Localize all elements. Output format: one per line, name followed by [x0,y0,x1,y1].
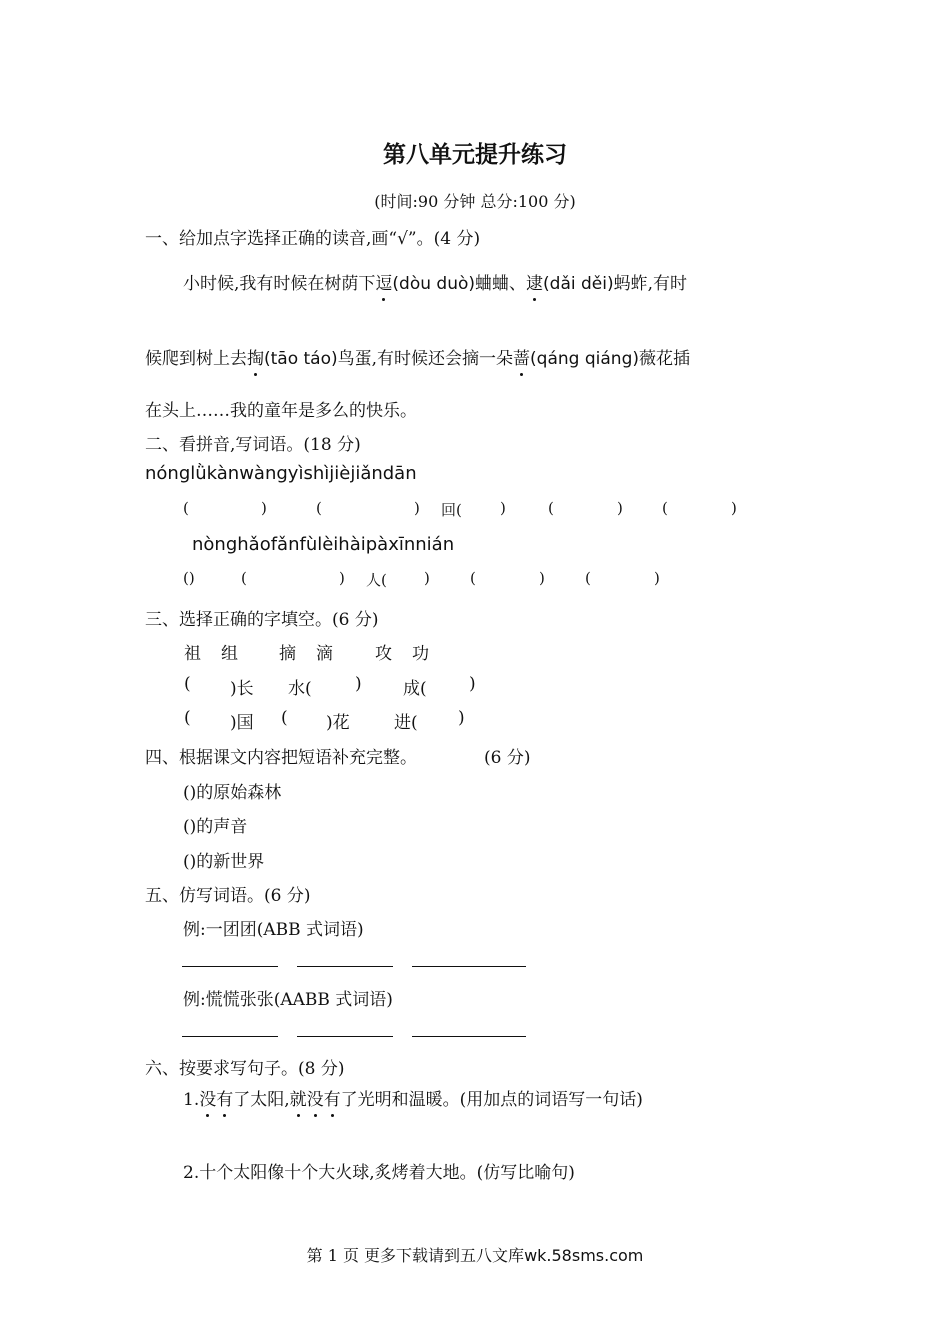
q6-s1-text1: 了太阳, [233,1090,290,1110]
q1-line1-text1: 小时候,我有时候在树荫下 [183,274,376,294]
q3-row1-p2: 水( [288,679,312,699]
answer-blank[interactable] [297,1036,393,1037]
q5-example2: 例:慌慌张张(AABB 式词语) [183,990,393,1010]
dotted-char: 有 [216,1085,233,1110]
q6-s1-num: 1. [183,1090,200,1110]
q2-row2-p7: ( [585,569,591,587]
footer-site-link[interactable]: wk.58sms.com [524,1246,644,1265]
q2-pinyin2: nònghǎofǎnfùlèihàipàxīnnián [192,534,455,555]
q1-line1 [183,269,687,294]
q3-heading: 三、选择正确的字填空。(6 分) [145,610,379,630]
q2-row1-p5: ) [500,499,506,517]
pinyin-choice: (dòu duò) [392,274,476,294]
q2-row2-p5: ( [470,569,476,587]
q3-char: 摘 [279,644,296,664]
q1-line2-text1: 候爬到树上去 [145,349,247,369]
q2-row2-p3: 人( [366,571,387,589]
q2-row2-p2: ) [339,569,345,587]
q3-row2-p0: ( [184,708,191,728]
q2-row1-p6: ( [548,499,554,517]
q2-row1-p1: ) [261,499,267,517]
q6-sentence2: 2.十个太阳像十个大火球,炙烤着大地。(仿写比喻句) [183,1163,575,1183]
q1-line2 [145,344,690,369]
pinyin-choice: (qáng qiáng) [530,349,639,369]
page-title: 第八单元提升练习 [383,141,567,168]
q2-row1-p3: ) [414,499,420,517]
q2-row2-p1: ( [241,569,247,587]
q2-row1-p2: ( [316,499,322,517]
answer-blank[interactable] [182,966,278,967]
answer-blank[interactable] [412,1036,526,1037]
dotted-char: 逗 [375,269,392,294]
page-footer [0,1243,950,1266]
q4-item: ()的新世界 [183,852,265,872]
q1-line1-text2: 蛐蛐、 [475,274,527,294]
q4-heading: 四、根据课文内容把短语补充完整。 [145,748,417,768]
q1-heading: 一、给加点字选择正确的读音,画“√”。(4 分) [145,229,481,249]
q3-char: 功 [412,644,429,664]
dotted-char: 掏 [247,344,264,369]
q3-char: 组 [221,644,238,664]
q3-char: 祖 [184,644,201,664]
dotted-char: 没 [307,1085,324,1110]
pinyin-choice: (dǎi děi) [543,274,614,294]
q3-row1-p4: 成( [403,679,427,699]
q3-char: 滴 [316,644,333,664]
q2-row1-p8: ( [662,499,668,517]
page-subtitle: (时间:90 分钟 总分:100 分) [374,192,576,211]
q5-heading: 五、仿写词语。(6 分) [145,886,311,906]
dotted-char: 就 [290,1085,307,1110]
dotted-char: 有 [324,1085,341,1110]
q6-s1-text2: 了光明和温暖。(用加点的词语写一句话) [340,1090,643,1110]
q5-example1: 例:一团团(ABB 式词语) [183,920,364,940]
q3-row1-p1: )长 [230,679,254,699]
q4-item: ()的声音 [183,817,248,837]
q1-line3: 在头上……我的童年是多么的快乐。 [145,401,417,421]
q3-row2-p1: )国 [230,713,254,733]
answer-blank[interactable] [297,966,393,967]
q3-row2-p2: ( [281,708,288,728]
footer-text: 第 1 页 更多下载请到五八文库 [306,1246,525,1265]
q2-row1-p4: 回( [441,501,462,519]
q2-heading: 二、看拼音,写词语。(18 分) [145,435,361,455]
q4-item: ()的原始森林 [183,783,282,803]
q2-pinyin1: nónglǜkànwàngyìshìjièjiǎndān [145,463,417,484]
q2-row1-p0: ( [183,499,189,517]
q2-row1-p9: ) [731,499,737,517]
answer-blank[interactable] [182,1036,278,1037]
answer-blank[interactable] [412,966,526,967]
q3-row1-p5: ) [469,674,476,694]
q3-row2-p5: ) [458,708,465,728]
q3-char: 攻 [375,644,392,664]
q2-row2-p6: ) [539,569,545,587]
q1-line2-text3: 薇花插 [639,349,690,369]
q3-row1-p0: ( [184,674,191,694]
q2-row1-p7: ) [617,499,623,517]
q3-row2-p3: )花 [326,713,350,733]
q2-row2-p4: ) [424,569,430,587]
q3-row1-p3: ) [355,674,362,694]
q6-sentence1 [183,1085,643,1110]
pinyin-choice: (tāo táo) [264,349,338,369]
q4-score: (6 分) [484,748,531,768]
q3-row2-p4: 进( [394,713,418,733]
dotted-char: 逮 [526,269,543,294]
q6-heading: 六、按要求写句子。(8 分) [145,1059,345,1079]
q1-line1-text3: 蚂蚱,有时 [613,274,687,294]
q1-line2-text2: 鸟蛋,有时候还会摘一朵 [337,349,514,369]
q2-row2-p8: ) [654,569,660,587]
dotted-char: 蔷 [513,344,530,369]
q2-row2-p0: () [183,569,195,587]
dotted-char: 没 [199,1085,216,1110]
